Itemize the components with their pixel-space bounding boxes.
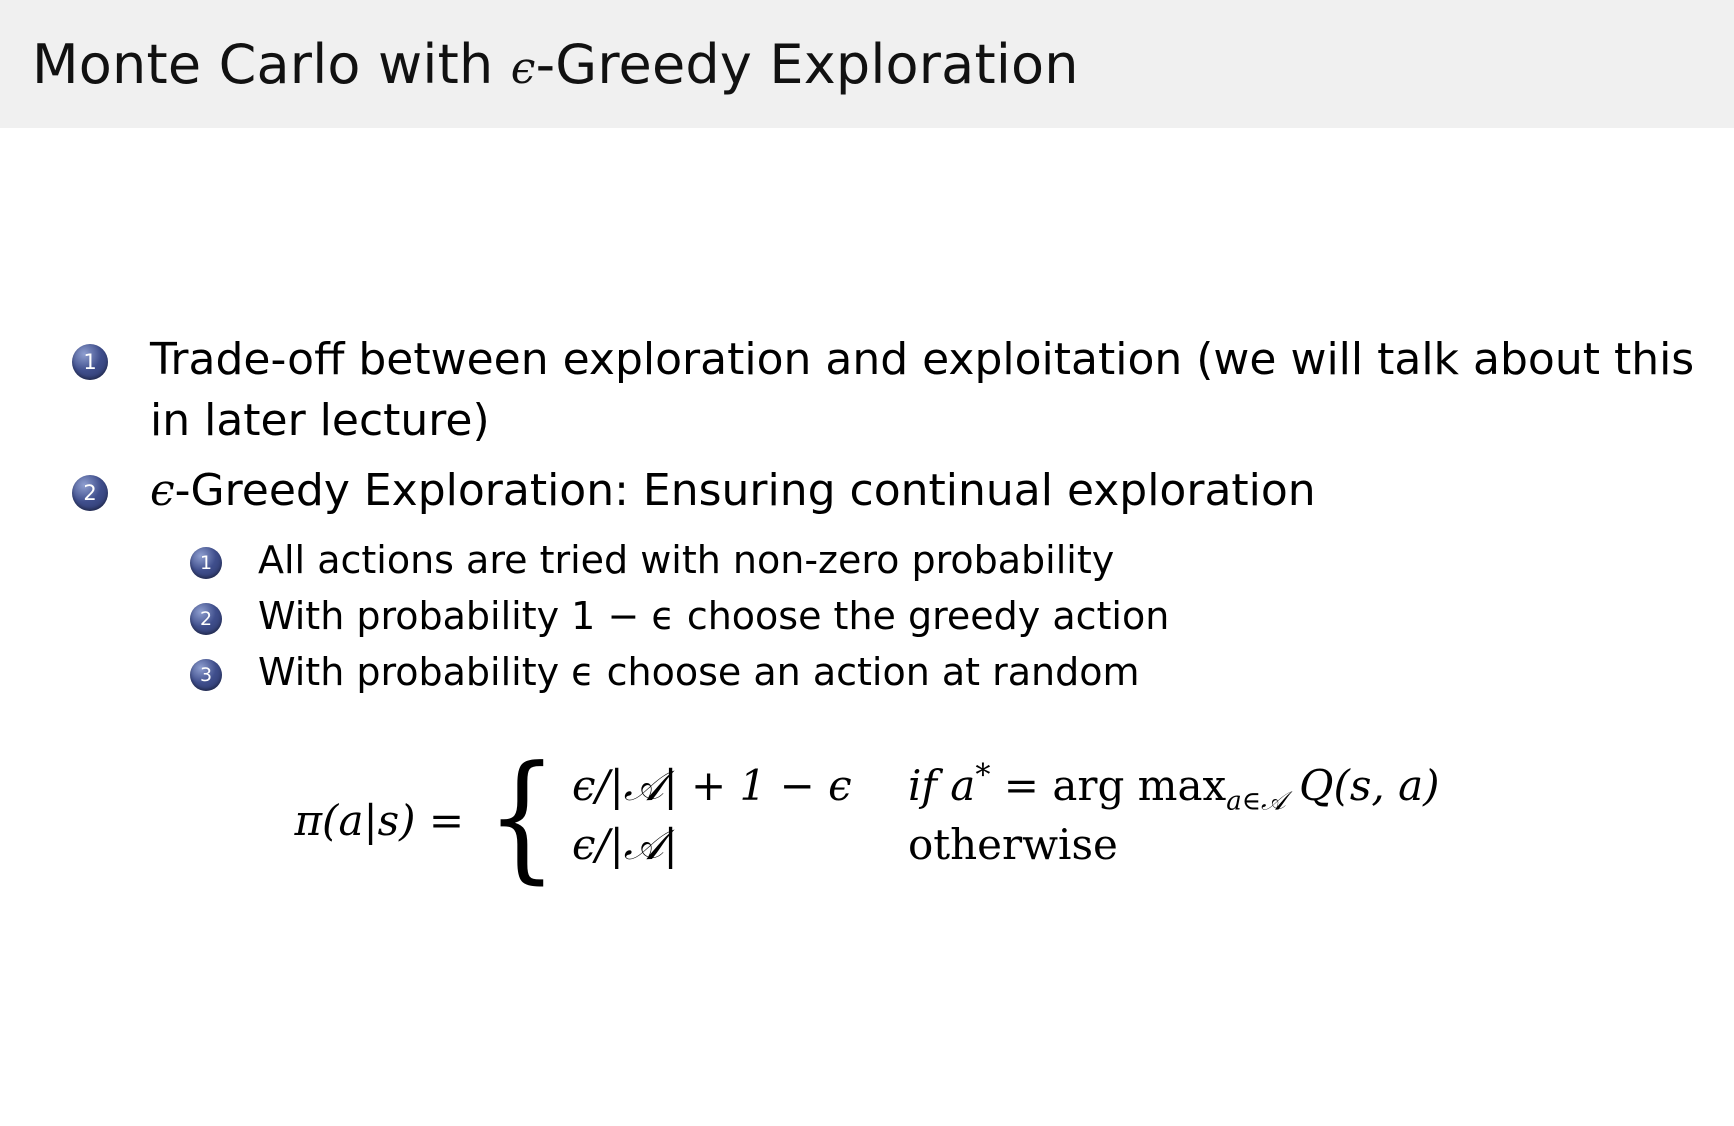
bullet-list-level1 [0,330,1734,700]
case-condition-sub: a∈𝒜 [1226,786,1286,817]
case-expression: ϵ/|𝒜| + 1 − ϵ [571,761,852,811]
list-item-text: Trade-off between exploration and exploitation (we will talk about this in later lecture) [150,334,1695,446]
left-brace-icon: { [486,736,558,898]
list-item [190,534,1734,588]
bullet-number-icon: 1 [190,547,222,579]
case-expression: ϵ/|𝒜| [571,820,678,870]
case-condition-star: * [975,758,991,794]
page-title-prefix: Monte Carlo with [32,32,511,96]
equation-cases [572,758,1440,882]
case-condition-suffix: Q(s, a) [1285,761,1440,811]
equation-inner [294,736,1440,898]
list-item-text: With probability 1 − ϵ choose the greedy action [258,594,1170,639]
bullet-list-level2 [150,534,1734,700]
case-condition [872,758,1440,817]
list-item [72,461,1734,700]
page-title-suffix: -Greedy Exploration [535,32,1079,96]
bullet-number-icon: 2 [72,475,108,511]
list-item [190,590,1734,644]
case-condition: otherwise [907,820,1118,870]
equation-case-row [572,820,1440,882]
list-item-text: All actions are tried with non-zero probability [258,538,1115,583]
list-item [190,646,1734,700]
bullet-number-icon: 3 [190,659,222,691]
case-condition-prefix: if a [907,761,976,811]
slide-title-bar [0,0,1734,128]
epsilon-symbol: ϵ [510,42,536,94]
equation-case-row [572,758,1440,820]
list-item-text: With probability ϵ choose an action at random [258,650,1140,695]
slide-content [0,330,1734,898]
bullet-number-icon: 1 [72,344,108,380]
case-condition-mid: = arg max [990,761,1227,811]
equation-left-side: π(a|s) = [294,795,465,845]
page-title [0,33,1079,96]
list-item [72,330,1734,451]
bullet-number-icon: 2 [190,603,222,635]
list-item-text: -Greedy Exploration: Ensuring continual exploration [174,465,1316,517]
policy-equation [0,736,1734,898]
list-item-text-epsilon: ϵ [150,465,175,517]
